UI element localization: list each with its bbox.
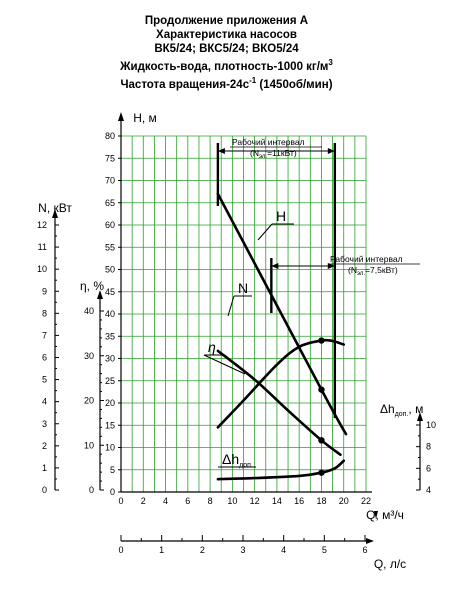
header-freq-text: Частота вращения-24с (120, 78, 250, 91)
qls-tick-label: 5 (321, 545, 327, 555)
header-density-text: Жидкость-вода, плотность-1000 кг/м (120, 60, 329, 73)
header-rpm-text: (1450об/мин) (256, 78, 333, 91)
h-tick-label: 20 (104, 398, 115, 408)
h-tick-label: 15 (104, 420, 115, 431)
q-tick-label: 12 (249, 496, 260, 506)
eta-tick-label: 20 (83, 395, 94, 406)
n-tick-label: 1 (41, 462, 47, 473)
q-tick-label: 8 (207, 496, 213, 506)
q-tick-label: 16 (294, 496, 305, 506)
q-tick-label: 4 (163, 496, 169, 506)
n-axis-title: N, кВт (38, 201, 72, 215)
q-tick-label: 18 (316, 496, 327, 506)
h-tick-label: 55 (104, 242, 115, 253)
q-tick-label: 20 (338, 496, 349, 506)
ticks (37, 111, 436, 571)
dh-axis-title: $\Delta h_{доп.}$, м (380, 402, 424, 418)
n-tick-label: 2 (41, 440, 47, 451)
operating-point-marker (318, 469, 324, 475)
working-interval-2-label: Рабочий интервал (330, 254, 403, 264)
working-interval-2-power: $(N_{эл.}=7,5кВт)$ (348, 265, 398, 277)
h-tick-label: 25 (104, 375, 115, 386)
header-line-3: ВК5/24; ВКС5/24; ВКО5/24 (154, 43, 299, 55)
h-tick-label: 75 (104, 153, 115, 164)
working-interval-1-label: Рабочий интервал (232, 137, 305, 147)
qls-axis-title: Q, л/с (373, 557, 407, 571)
h-tick-label: 35 (104, 331, 115, 342)
header-line-2: Характеристика насосов (156, 29, 297, 41)
header-density-sup: 3 (328, 58, 333, 67)
eta-tick-label: 30 (83, 350, 94, 361)
h-tick-label: 60 (104, 220, 115, 230)
q-tick-label: 14 (271, 496, 282, 506)
q-tick-label: 6 (185, 496, 191, 506)
n-tick-label: 12 (36, 220, 47, 230)
q-tick-label: 10 (227, 496, 238, 506)
h-tick-label: 50 (104, 264, 115, 275)
n-tick-label: 10 (36, 264, 47, 275)
q-tick-label: 2 (140, 496, 146, 506)
curve-label-leader (258, 224, 272, 240)
qls-tick-label: 4 (281, 545, 287, 555)
n-tick-label: 3 (41, 418, 47, 429)
h-tick-label: 5 (109, 464, 115, 475)
header-line-1: Продолжение приложения А (144, 15, 309, 27)
operating-point-marker (318, 386, 324, 392)
h-tick-label: 40 (104, 309, 115, 319)
eta-tick-label: 40 (83, 306, 94, 316)
n-tick-label: 7 (41, 330, 47, 341)
dh-tick-label: 4 (426, 485, 432, 495)
qls-axis-arrow (366, 538, 374, 544)
header-freq-sup: -1 (249, 75, 257, 85)
eta-tick-label: 0 (88, 485, 94, 495)
n-tick-label: 8 (41, 308, 47, 319)
dh-tick-label: 6 (426, 463, 432, 474)
curve-label: η (208, 339, 216, 355)
eta-tick-label: 10 (83, 440, 94, 451)
qls-tick-label: 3 (240, 545, 246, 555)
curve-label: $\Delta h_{доп.}$ (222, 451, 253, 469)
n-tick-label: 4 (41, 396, 47, 407)
curve-label-leader (228, 296, 234, 316)
eta-axis-title: η, % (79, 279, 105, 293)
h-tick-label: 80 (104, 131, 115, 141)
curve-label: H (276, 208, 287, 224)
n-tick-label: 6 (41, 352, 47, 363)
operating-point-marker (318, 337, 324, 343)
qls-tick-label: 6 (362, 545, 368, 555)
curve-eta (218, 340, 344, 427)
h-axis-title: H, м (133, 111, 157, 125)
annotations (204, 137, 420, 469)
n-tick-label: 0 (41, 485, 47, 495)
h-tick-label: 45 (104, 286, 115, 297)
h-tick-label: 70 (104, 175, 115, 186)
dh-tick-label: 10 (426, 420, 437, 430)
q-tick-label: 0 (118, 496, 124, 506)
h-tick-label: 0 (109, 487, 115, 497)
n-tick-label: 9 (41, 286, 47, 297)
operating-point-marker (318, 437, 324, 443)
n-tick-label: 5 (41, 374, 47, 385)
qls-tick-label: 2 (199, 545, 205, 555)
h-axis-arrow (118, 112, 124, 121)
q-axis-title: Q, м³/ч (366, 508, 404, 522)
working-interval-1-power: $(N_{эл.}=11кВт)$ (250, 148, 297, 160)
qls-tick-label: 1 (159, 545, 165, 555)
h-tick-label: 10 (104, 442, 115, 453)
dh-tick-label: 8 (426, 441, 432, 452)
curve-label: N (238, 280, 249, 296)
h-tick-label: 65 (104, 197, 115, 208)
n-tick-label: 11 (37, 242, 47, 253)
h-tick-label: 30 (104, 353, 115, 364)
grid (121, 136, 366, 492)
q-tick-label: 22 (360, 496, 372, 506)
qls-tick-label: 0 (118, 545, 124, 555)
